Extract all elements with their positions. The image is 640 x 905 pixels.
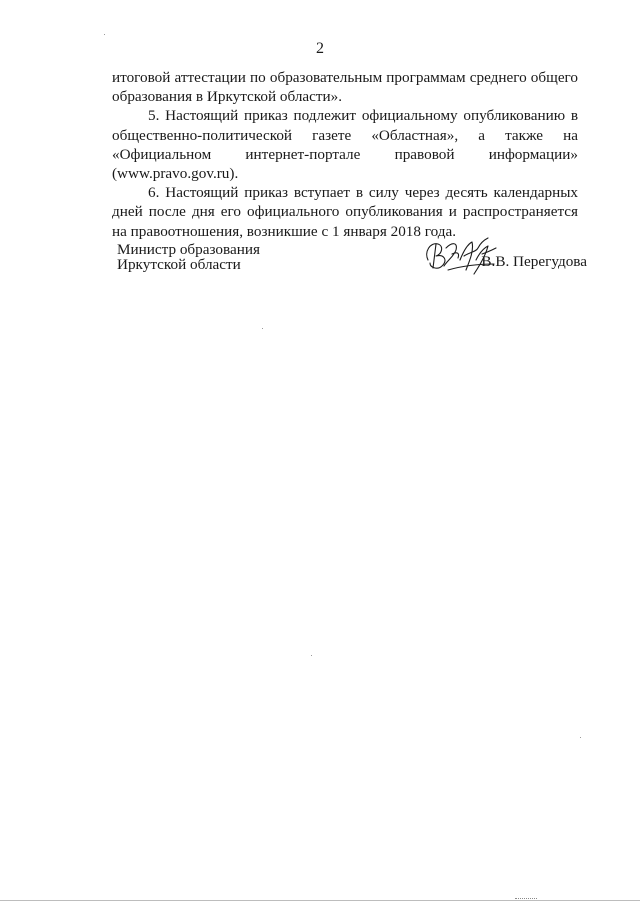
scan-speck <box>311 655 312 656</box>
signer-position-line-2: Иркутской области <box>117 256 241 273</box>
signer-position <box>117 242 260 272</box>
paragraph-continuation: итоговой аттестации по образовательным программам среднего общего образования в Иркутской области». <box>112 69 578 106</box>
paragraph-item-6: 6. Настоящий приказ вступает в силу через десять календарных дней после дня его официального опубликования и распространяется на правоотношения, возникшие с 1 января 2018 года. <box>112 184 578 240</box>
signer-name: В.В. Перегудова <box>481 253 587 270</box>
scan-speck <box>580 737 581 738</box>
scan-speck <box>262 328 263 329</box>
document-body <box>112 68 578 241</box>
page-number: 2 <box>316 40 324 57</box>
page-bottom-edge <box>0 900 640 901</box>
paragraph-item-5: 5. Настоящий приказ подлежит официальному опубликованию в общественно-политической газете «Областная», а также на «Официальном интернет-портале правовой информации» (www.pravo.gov.ru). <box>112 107 578 183</box>
scan-speck <box>104 34 105 35</box>
signature-block <box>117 242 587 282</box>
signer-position-line-1: Министр образования <box>117 241 260 258</box>
scan-footer-mark <box>515 898 537 901</box>
